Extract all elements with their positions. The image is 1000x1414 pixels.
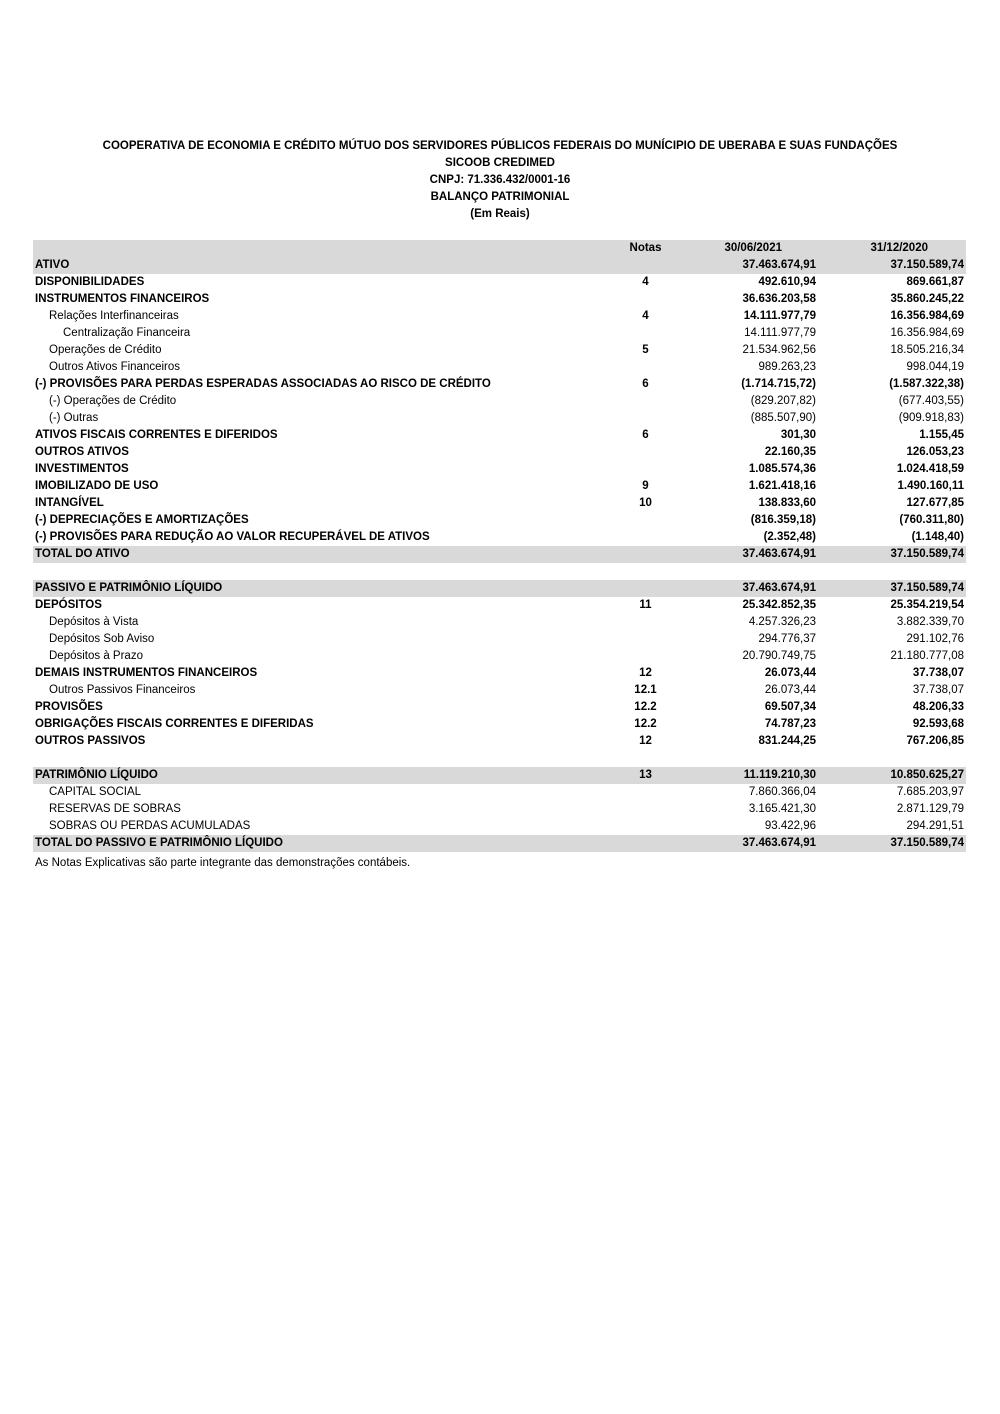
row-value-2020: (909.918,83) [898, 412, 964, 424]
row-value-2020: 7.685.203,97 [896, 786, 964, 798]
row-value-2021: 37.463.674,91 [678, 546, 818, 563]
row-value-2021: 74.787,23 [764, 718, 816, 730]
row-value-2020: 21.180.777,08 [890, 650, 964, 662]
row-value-2020: 2.871.129,79 [896, 803, 964, 815]
row-label: TOTAL DO PASSIVO E PATRIMÔNIO LÍQUIDO [33, 835, 613, 852]
row-value-2021: 1.621.418,16 [748, 480, 816, 492]
row-label: IMOBILIZADO DE USO [35, 480, 159, 492]
row-value-2021: 93.422,96 [764, 820, 816, 832]
row-label: (-) PROVISÕES PARA REDUÇÃO AO VALOR RECUPERÁVEL DE ATIVOS [35, 531, 430, 543]
row-nota [613, 580, 678, 597]
row-value-2020: 48.206,33 [912, 701, 964, 713]
row-value-2020: 35.860.245,22 [890, 293, 964, 305]
row-nota [613, 444, 678, 461]
table-row [33, 818, 966, 835]
notas-header: Notas [613, 240, 678, 257]
row-label: (-) PROVISÕES PARA PERDAS ESPERADAS ASSOCIADAS AO RISCO DE CRÉDITO [35, 378, 491, 390]
row-nota [613, 818, 678, 835]
row-label: CAPITAL SOCIAL [49, 786, 142, 798]
row-value-2021: 301,30 [780, 429, 816, 441]
row-value-2021: 11.119.210,30 [678, 767, 818, 784]
row-label: OUTROS PASSIVOS [35, 735, 146, 747]
row-nota [613, 393, 678, 410]
row-nota [613, 410, 678, 427]
row-value-2021: 4.257.326,23 [748, 616, 816, 628]
table-row [33, 308, 966, 325]
row-value-2020: 18.505.216,34 [890, 344, 964, 356]
row-label: Relações Interfinanceiras [49, 310, 179, 322]
row-nota [613, 631, 678, 648]
document-header [0, 138, 1000, 223]
row-nota [613, 614, 678, 631]
table-row [33, 376, 966, 393]
row-value-2021: (829.207,82) [750, 395, 816, 407]
table-row [33, 597, 966, 614]
row-value-2021: 22.160,35 [764, 446, 816, 458]
table-row [33, 546, 966, 563]
table-row [33, 699, 966, 716]
cnpj: CNPJ: 71.336.432/0001-16 [429, 174, 571, 186]
spacer-cell [33, 563, 966, 580]
row-nota: 13 [613, 767, 678, 784]
row-value-2020: 869.661,87 [906, 276, 964, 288]
row-nota [613, 325, 678, 342]
row-value-2020: 10.850.625,27 [818, 767, 966, 784]
row-value-2021: 26.073,44 [764, 667, 816, 679]
row-nota [613, 801, 678, 818]
spacer-row [33, 750, 966, 767]
currency-unit: (Em Reais) [470, 208, 530, 220]
row-label: ATIVO [33, 257, 613, 274]
cooperative-name: SICOOB CREDIMED [445, 157, 555, 169]
row-value-2021: 36.636.203,58 [742, 293, 816, 305]
column-header-row [33, 240, 966, 257]
row-value-2020: 37.738,07 [912, 684, 964, 696]
table-row [33, 716, 966, 733]
row-nota: 12.2 [634, 718, 657, 730]
table-row [33, 291, 966, 308]
date2-header: 31/12/2020 [818, 240, 966, 257]
row-nota: 11 [639, 599, 652, 611]
row-nota: 10 [639, 497, 652, 509]
row-value-2021: 20.790.749,75 [742, 650, 816, 662]
balance-rows [33, 257, 966, 852]
row-nota [613, 546, 678, 563]
row-value-2020: 998.044,19 [906, 361, 964, 373]
row-label: Depósitos à Prazo [49, 650, 143, 662]
row-label: INTANGÍVEL [35, 497, 104, 509]
row-value-2020: (1.148,40) [911, 531, 964, 543]
date1-header: 30/06/2021 [678, 240, 818, 257]
row-label: ATIVOS FISCAIS CORRENTES E DIFERIDOS [35, 429, 278, 441]
row-value-2021: 37.463.674,91 [678, 835, 818, 852]
row-value-2020: 16.356.984,69 [890, 310, 964, 322]
row-value-2020: 37.150.589,74 [818, 257, 966, 274]
row-value-2021: 138.833,60 [758, 497, 816, 509]
row-label: Depósitos à Vista [49, 616, 139, 628]
row-value-2021: 831.244,25 [758, 735, 816, 747]
row-nota: 6 [642, 429, 649, 441]
row-value-2020: 25.354.219,54 [890, 599, 964, 611]
row-value-2020: 37.150.589,74 [818, 546, 966, 563]
row-nota [613, 291, 678, 308]
row-nota: 4 [642, 310, 649, 322]
row-value-2021: (885.507,90) [750, 412, 816, 424]
row-label: SOBRAS OU PERDAS ACUMULADAS [49, 820, 251, 832]
row-value-2020: (1.587.322,38) [889, 378, 964, 390]
row-value-2021: 1.085.574,36 [748, 463, 816, 475]
table-row [33, 801, 966, 818]
table-row [33, 359, 966, 376]
table-row [33, 444, 966, 461]
table-row [33, 767, 966, 784]
spacer-cell [33, 750, 966, 767]
row-label: OUTROS ATIVOS [35, 446, 129, 458]
row-nota: 9 [642, 480, 649, 492]
row-label: OBRIGAÇÕES FISCAIS CORRENTES E DIFERIDAS [35, 718, 314, 730]
table-row [33, 478, 966, 495]
row-label: Outros Ativos Financeiros [49, 361, 181, 373]
table-row [33, 325, 966, 342]
table-row [33, 257, 966, 274]
footnote: As Notas Explicativas são parte integrante das demonstrações contábeis. [35, 857, 411, 869]
row-value-2021: (2.352,48) [763, 531, 816, 543]
row-value-2020: 1.490.160,11 [897, 480, 964, 492]
row-nota: 12 [639, 667, 652, 679]
table-row [33, 342, 966, 359]
table-row [33, 512, 966, 529]
row-value-2021: 294.776,37 [758, 633, 816, 645]
table-row [33, 784, 966, 801]
row-nota [613, 512, 678, 529]
row-value-2021: 14.111.977,79 [744, 327, 816, 339]
row-value-2021: 37.463.674,91 [678, 257, 818, 274]
row-label: Centralização Financeira [63, 327, 191, 339]
row-value-2020: 37.150.589,74 [818, 580, 966, 597]
row-value-2021: 7.860.366,04 [748, 786, 816, 798]
row-nota: 6 [642, 378, 649, 390]
header-label-cell [33, 240, 613, 257]
row-label: Outros Passivos Financeiros [49, 684, 196, 696]
row-nota [613, 835, 678, 852]
row-value-2021: 3.165.421,30 [748, 803, 816, 815]
table-row [33, 529, 966, 546]
table-row [33, 393, 966, 410]
row-nota: 4 [642, 276, 649, 288]
table-row [33, 733, 966, 750]
row-label: PROVISÕES [35, 701, 103, 713]
row-value-2021: 14.111.977,79 [743, 310, 816, 322]
row-value-2020: 291.102,76 [906, 633, 964, 645]
row-nota: 12.2 [634, 701, 657, 713]
row-value-2020: 127.677,85 [906, 497, 964, 509]
row-value-2020: (760.311,80) [899, 514, 964, 526]
row-value-2021: 25.342.852,35 [742, 599, 816, 611]
row-value-2020: 294.291,51 [906, 820, 964, 832]
row-nota: 12.1 [634, 684, 657, 696]
table-row [33, 631, 966, 648]
table-row [33, 427, 966, 444]
row-value-2021: (1.714.715,72) [741, 378, 816, 390]
table-row [33, 461, 966, 478]
row-nota [613, 648, 678, 665]
row-value-2020: 126.053,23 [906, 446, 964, 458]
row-label: PATRIMÔNIO LÍQUIDO [33, 767, 613, 784]
row-value-2021: 37.463.674,91 [678, 580, 818, 597]
row-label: PASSIVO E PATRIMÔNIO LÍQUIDO [33, 580, 613, 597]
row-label: RESERVAS DE SOBRAS [49, 803, 181, 815]
row-value-2020: 3.882.339,70 [896, 616, 964, 628]
row-nota [613, 257, 678, 274]
row-label: (-) Outras [49, 412, 99, 424]
row-value-2021: 989.263,23 [758, 361, 816, 373]
row-value-2021: (816.359,18) [750, 514, 816, 526]
row-value-2021: 26.073,44 [764, 684, 816, 696]
table-row [33, 495, 966, 512]
row-nota [613, 461, 678, 478]
row-nota [613, 359, 678, 376]
row-value-2020: 1.155,45 [919, 429, 964, 441]
row-value-2021: 69.507,34 [764, 701, 816, 713]
table-row [33, 274, 966, 291]
row-label: (-) DEPRECIAÇÕES E AMORTIZAÇÕES [35, 514, 249, 526]
row-value-2020: (677.403,55) [898, 395, 964, 407]
row-nota: 12 [639, 735, 652, 747]
balance-sheet-table [33, 240, 966, 852]
table-row [33, 410, 966, 427]
row-label: DEMAIS INSTRUMENTOS FINANCEIROS [35, 667, 258, 679]
row-label: DEPÓSITOS [35, 599, 102, 611]
company-name: COOPERATIVA DE ECONOMIA E CRÉDITO MÚTUO DOS SERVIDORES PÚBLICOS FEDERAIS DO MUNÍCIPIO DE UBERABA E SUAS FUNDAÇÕES [102, 140, 898, 152]
row-label: Depósitos Sob Aviso [49, 633, 155, 645]
row-label: INSTRUMENTOS FINANCEIROS [35, 293, 210, 305]
row-value-2020: 1.024.418,59 [896, 463, 964, 475]
row-value-2021: 492.610,94 [758, 276, 816, 288]
row-nota: 5 [642, 344, 649, 356]
table-row [33, 648, 966, 665]
row-label: Operações de Crédito [49, 344, 162, 356]
row-value-2020: 16.356.984,69 [890, 327, 964, 339]
table-row [33, 614, 966, 631]
row-value-2020: 37.738,07 [912, 667, 964, 679]
row-value-2020: 37.150.589,74 [818, 835, 966, 852]
table-row [33, 682, 966, 699]
row-label: (-) Operações de Crédito [49, 395, 177, 407]
row-label: DISPONIBILIDADES [35, 276, 145, 288]
table-row [33, 665, 966, 682]
table-row [33, 580, 966, 597]
table-row [33, 835, 966, 852]
row-label: INVESTIMENTOS [35, 463, 129, 475]
row-nota [613, 784, 678, 801]
spacer-row [33, 563, 966, 580]
row-value-2020: 767.206,85 [906, 735, 964, 747]
row-value-2020: 92.593,68 [912, 718, 964, 730]
document-title: BALANÇO PATRIMONIAL [430, 191, 570, 203]
row-nota [613, 529, 678, 546]
row-label: TOTAL DO ATIVO [33, 546, 613, 563]
row-value-2021: 21.534.962,56 [742, 344, 816, 356]
